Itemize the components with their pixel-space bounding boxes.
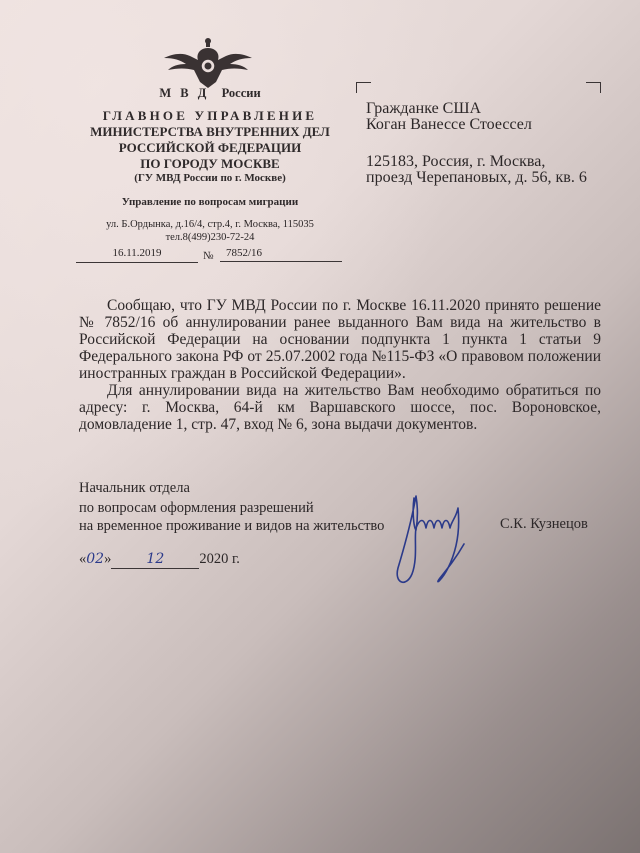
signer-title-line-3: на временное проживание и видов на жительство [79,518,385,534]
date-open-quote: « [79,551,87,567]
recipient-title: Гражданке США [366,100,482,117]
letterhead-line-2: МИНИСТЕРСТВА ВНУТРЕННИХ ДЕЛ [90,124,330,139]
body-paragraph-1: Сообщаю, что ГУ МВД России по г. Москве 16.11.2020 принято решение № 7852/16 об аннулировании ранее выданного Вам вида на жительство в Российской Федерации на основании подпункта 1 пункта 1 статьи 9 Федерального закона РФ от 25.07.2002 года №115-ФЗ «О правовом положении иностранных граждан в Российской Федерации». [79,297,601,382]
signer-name: С.К. Кузнецов [500,516,588,532]
address-corner-mark-left [356,82,371,93]
letterhead-line-5: (ГУ МВД России по г. Москве) [134,172,286,184]
agency-phone: тел.8(499)230-72-24 [165,232,255,243]
address-corner-mark-right [586,82,601,93]
agency-country: России [221,86,261,100]
body-paragraph-2: Для аннулировании вида на жительство Вам необходимо обратиться по адресу: г. Москва, 64-й км Варшавского шоссе, пос. Вороновское, домовладение 1, стр. 47, вход № 6, зона выдачи документов. [79,382,601,433]
letterhead-line-1: ГЛАВНОЕ УПРАВЛЕНИЕ [102,108,318,123]
letterhead-line-4: ПО ГОРОДУ МОСКВЕ [140,156,280,171]
agency-short: М В Д [159,86,210,100]
recipient-address-line-1: 125183, Россия, г. Москва, [366,153,546,170]
date-month-line [111,551,199,569]
agency-name [60,86,360,101]
outgoing-date: 16.11.2019 [76,247,198,263]
date-month-handwritten: 12 [146,551,165,567]
number-sign: № [203,250,214,262]
double-headed-eagle-emblem-icon [162,36,254,88]
date-year: 2020 г. [199,551,240,567]
handwritten-signature-icon [384,488,484,588]
department-name: Управление по вопросам миграции [121,196,299,208]
recipient-address-line-2: проезд Черепановых, д. 56, кв. 6 [366,169,587,186]
signer-title-line-1: Начальник отдела [79,480,190,496]
recipient-name: Коган Ванессе Стоессел [366,116,532,133]
signer-title-line-2: по вопросам оформления разрешений [79,500,314,516]
date-day-handwritten: 02 [86,551,105,567]
date-close-quote: » [104,551,112,567]
letterhead-line-3: РОССИЙСКОЙ ФЕДЕРАЦИИ [118,140,302,155]
agency-address: ул. Б.Ордынка, д.16/4, стр.4, г. Москва, 115035 [106,219,314,230]
outgoing-number: 7852/16 [220,247,342,262]
signature-date [79,551,240,569]
